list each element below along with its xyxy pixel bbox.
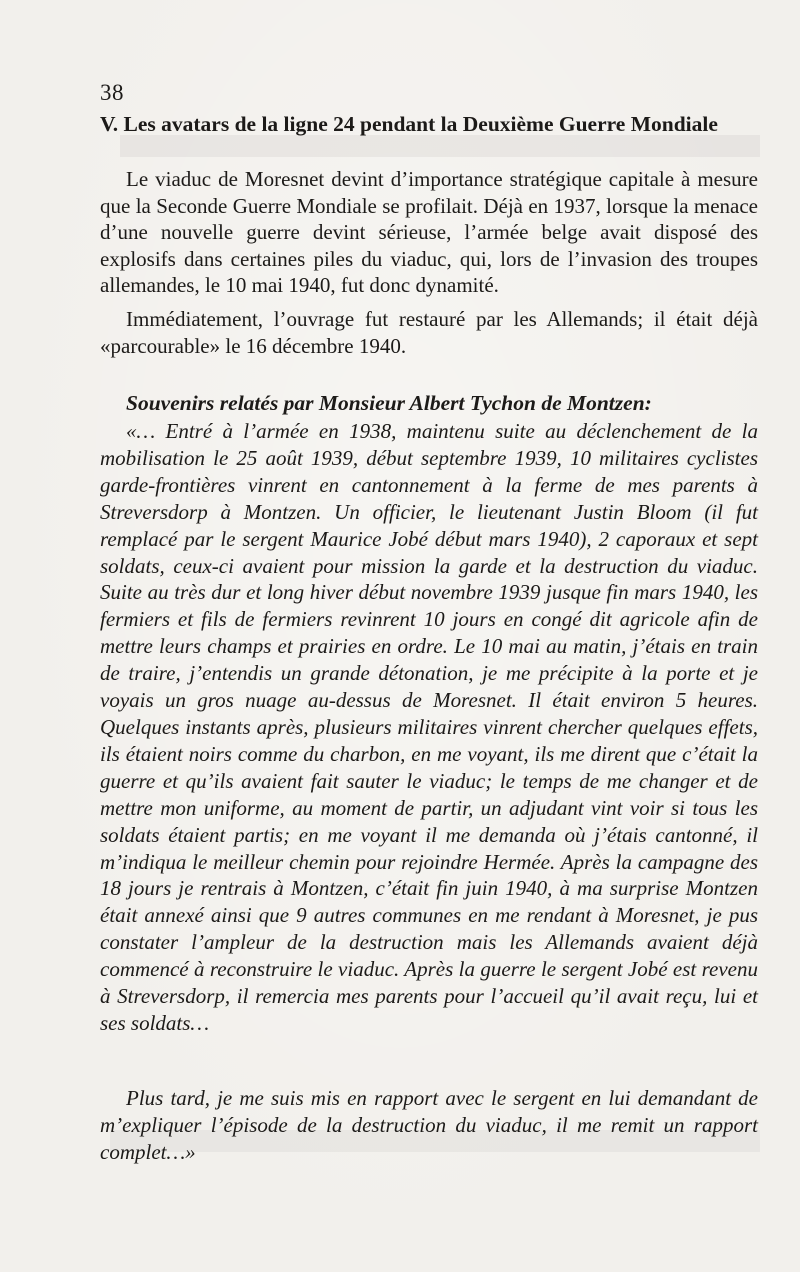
section-subheading: Souvenirs relatés par Monsieur Albert Tychon de Montzen: [126, 391, 652, 415]
chapter-title: V. Les avatars de la ligne 24 pendant la Deuxième Guerre Mondiale [100, 112, 718, 136]
paragraph: Immédiatement, l’ouvrage fut restauré par les Allemands; il était déjà «parcourable» le 16 décembre 1940. [100, 307, 758, 358]
paragraph: Le viaduc de Moresnet devint d’importance stratégique capitale à mesure que la Seconde Guerre Mondiale se profilait. Déjà en 1937, lorsque la menace d’une nouvelle guerre devint sérieuse, l’armée belge avait disposé des explosifs dans certaines piles du viaduc, qui, lors de l’invasion des troupes allemandes, le 10 mai 1940, fut donc dynamité. [100, 167, 758, 297]
quote-paragraph: «… Entré à l’armée en 1938, maintenu suite au déclenchement de la mobilisation le 25 août 1939, début septembre 1939, 10 militaires cyclistes garde-frontières vinrent en cantonnement à la ferme de mes parents à Streversdorp à Montzen. Un officier, le lieutenant Justin Bloom (il fut remplacé par le sergent Maurice Jobé début mars 1940), 2 caporaux et sept soldats, ceux-ci avaient pour mission la garde et la destruction du viaduc. Suite au très dur et long hiver début novembre 1939 jusque fin mars 1940, les fermiers et fils de fermiers revinrent 10 jours en congé dit agricole afin de mettre leurs champs et prairies en ordre. Le 10 mai au matin, j’étais en train de traire, j’entendis un grande détonation, je me précipite à la porte et je voyais un gros nuage au-dessus de Moresnet. Il était environ 5 heures. Quelques instants après, plusieurs militaires vinrent chercher quelques effets, ils étaient noirs comme du charbon, en me voyant, ils me dirent que c’était la guerre et qu’ils avaient fait sauter le viaduc; le temps de me changer et de mettre mon uniforme, au moment de partir, un adjudant vint voir si tous les soldats étaient partis; en me voyant il me demanda où j’étais cantonné, il m’indiqua le meilleur chemin pour rejoindre Hermée. Après la campagne des 18 jours je rentrais à Montzen, c’était fin juin 1940, à ma surprise Montzen était annexé ainsi que 9 autres communes en me rendant à Moresnet, je pus constater l’ampleur de la destruction mais les Allemands avaient déjà commencé à reconstruire le viaduc. Après la guerre le sergent Jobé est revenu à Streversdorp, il remercia mes parents pour l’accueil qu’il avait reçu, lui et ses soldats… [100, 419, 758, 1035]
page-number: 38 [100, 80, 124, 105]
bleed-through-shadow [120, 135, 760, 157]
quote-paragraph: Plus tard, je me suis mis en rapport avec le sergent en lui demandant de m’expliquer l’épisode de la destruction du viaduc, il me remit un rapport complet…» [100, 1086, 758, 1164]
